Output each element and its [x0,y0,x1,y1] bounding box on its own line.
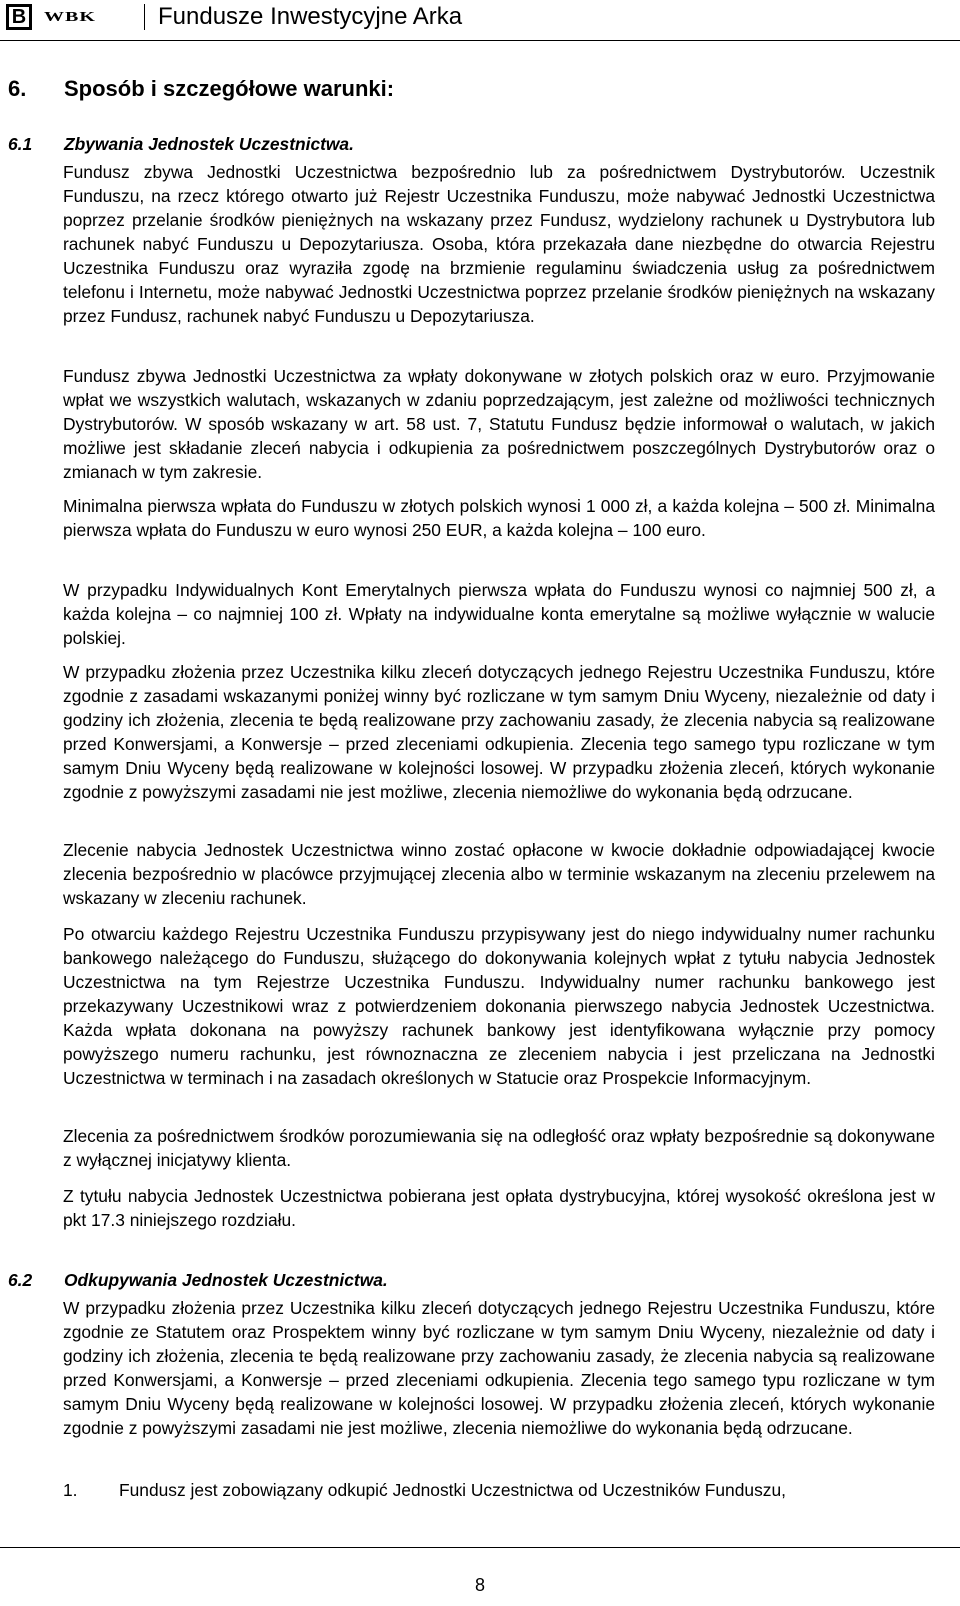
page-number: 8 [474,1575,485,1595]
subsection-heading-6-1 [8,132,354,156]
header-rule [0,40,960,41]
paragraph: Zlecenia za pośrednictwem środków porozumiewania się na odległość oraz wpłaty bezpośrednie są dokonywane z wyłącznej inicjatywy klienta. [63,1126,935,1170]
subsection-heading-6-2 [8,1268,388,1292]
paragraph: Fundusz zbywa Jednostki Uczestnictwa za wpłaty dokonywane w złotych polskich oraz w euro. Przyjmowanie wpłat we wszystkich walutach, wskazanych w zdaniu poprzedzającym, jest zależne od możliwości technicznych Dystrybutorów. W sposób wskazany w art. 58 ust. 7, Statutu Fundusz będzie informował o walutach, w jakich możliwe jest składanie zleceń nabycia i odkupienia za pośrednictwem poszczególnych Dystrybutorów oraz o zmianach w tym zakresie. [63,366,935,482]
subsection-number: 6.2 [8,1270,33,1290]
paragraph: Minimalna pierwsza wpłata do Funduszu w złotych polskich wynosi 1 000 zł, a każda kolejna – 500 zł. Minimalna pierwsza wpłata do Funduszu w euro wynosi 250 EUR, a każda kolejna – 100 euro. [63,496,935,540]
subsection-number: 6.1 [8,134,33,154]
paragraph: Fundusz zbywa Jednostki Uczestnictwa bezpośrednio lub za pośrednictwem Dystrybutorów. Uczestnik Funduszu, na rzecz którego otwarto już Rejestr Uczestnika Funduszu, może nabywać Jednostki Uczestnictwa poprzez przelanie środków pieniężnych na wskazany przez Fundusz, wydzielony rachunek u Dystrybutora lub rachunek nabyć Funduszu u Depozytariusza. Osoba, która przekazała dane niezbędne do otwarcia Rejestru Uczestnika Funduszu oraz wyraziła zgodę na brzmienie regulaminu świadczenia usług za pośrednictwem telefonu i Internetu, może nabywać Jednostki Uczestnictwa poprzez przelanie środków pieniężnych na wskazany przez Fundusz, rachunek nabyć Funduszu u Depozytariusza. [63,162,935,326]
header-divider [144,4,145,30]
paragraph: W przypadku Indywidualnych Kont Emerytalnych pierwsza wpłata do Funduszu wynosi co najmniej 500 zł, a każda kolejna – co najmniej 100 zł. Wpłaty na indywidualne konta emerytalne są możliwe wyłącznie w walucie polskiej. [63,580,935,648]
paragraph: Z tytułu nabycia Jednostek Uczestnictwa pobierana jest opłata dystrybucyjna, której wysokość określona jest w pkt 17.3 niniejszego rozdziału. [63,1186,935,1230]
section-number: 6. [8,76,27,101]
list-item-text: Fundusz jest zobowiązany odkupić Jednostki Uczestnictwa od Uczestników Funduszu, [119,1480,786,1500]
paragraph: W przypadku złożenia przez Uczestnika kilku zleceń dotyczących jednego Rejestru Uczestnika Funduszu, które zgodnie ze Statutem oraz Prospektem winny być rozliczane w tym samym Dniu Wyceny, niezależnie od daty i godziny ich złożenia, zlecenia te będą realizowane przy zachowaniu zasady, że zlecenia nabycia są realizowane przed Konwersjami, a Konwersje – przed zleceniami odkupienia. Zlecenia tego samego typu rozliczane w tym samym Dniu Wyceny będą realizowane w kolejności losowej. W przypadku złożenia zleceń, których wykonanie zgodnie z powyższymi zasadami nie jest możliwe, zlecenia niemożliwe do wykonania będą odrzucane. [63,1298,935,1438]
list-item [63,1478,935,1502]
footer-rule [0,1547,960,1548]
subsection-title: Zbywania Jednostek Uczestnictwa. [64,134,354,154]
page-header [0,0,960,44]
paragraph: Po otwarciu każdego Rejestru Uczestnika Funduszu przypisywany jest do niego indywidualny numer rachunku bankowego należącego do Funduszu, służącego do dokonywania kolejnych wpłat z tytułu nabycia Jednostek Uczestnictwa na tym Rejestrze Uczestnika Funduszu. Indywidualny numer rachunku bankowego jest przekazywany Uczestnikowi wraz z potwierdzeniem dokonania pierwszego nabycia Jednostek Uczestnictwa. Każda wpłata dokonana na powyższy rachunek bankowy jest identyfikowana wyłącznie przy pomocy powyższego numeru rachunku, jest równoznaczna ze zleceniem nabycia i jest przeliczana na Jednostki Uczestnictwa w terminach i na zasadach określonych w Statucie oraz Prospekcie Informacyjnym. [63,924,935,1088]
subsection-title: Odkupywania Jednostek Uczestnictwa. [64,1270,388,1290]
header-title: Fundusze Inwestycyjne Arka [158,3,463,30]
paragraph: Zlecenie nabycia Jednostek Uczestnictwa winno zostać opłacone w kwocie dokładnie odpowiadającej kwocie zlecenia bezpośrednio w placówce przyjmującej zlecenia albo w terminie wskazanym na zleceniu przelewem na wskazany w zleceniu rachunek. [63,840,935,908]
section-title: Sposób i szczegółowe warunki: [64,76,395,101]
bank-logo-text: WBK [44,9,96,25]
section-heading [8,76,394,102]
bank-logo-icon: B [6,4,32,30]
paragraph: W przypadku złożenia przez Uczestnika kilku zleceń dotyczących jednego Rejestru Uczestnika Funduszu, które zgodnie z zasadami wskazanymi poniżej winny być rozliczane w tym samym Dniu Wyceny, niezależnie od daty i godziny ich złożenia, zlecenia te będą realizowane przy zachowaniu zasady, że zlecenia nabycia są realizowane przed Konwersjami, a Konwersje – przed zleceniami odkupienia. Zlecenia tego samego typu rozliczane w tym samym Dniu Wyceny będą realizowane w kolejności losowej. W przypadku złożenia zleceń, których wykonanie zgodnie z powyższymi zasadami nie jest możliwe, zlecenia niemożliwe do wykonania będą odrzucane. [63,662,935,802]
list-item-number: 1. [63,1480,78,1500]
